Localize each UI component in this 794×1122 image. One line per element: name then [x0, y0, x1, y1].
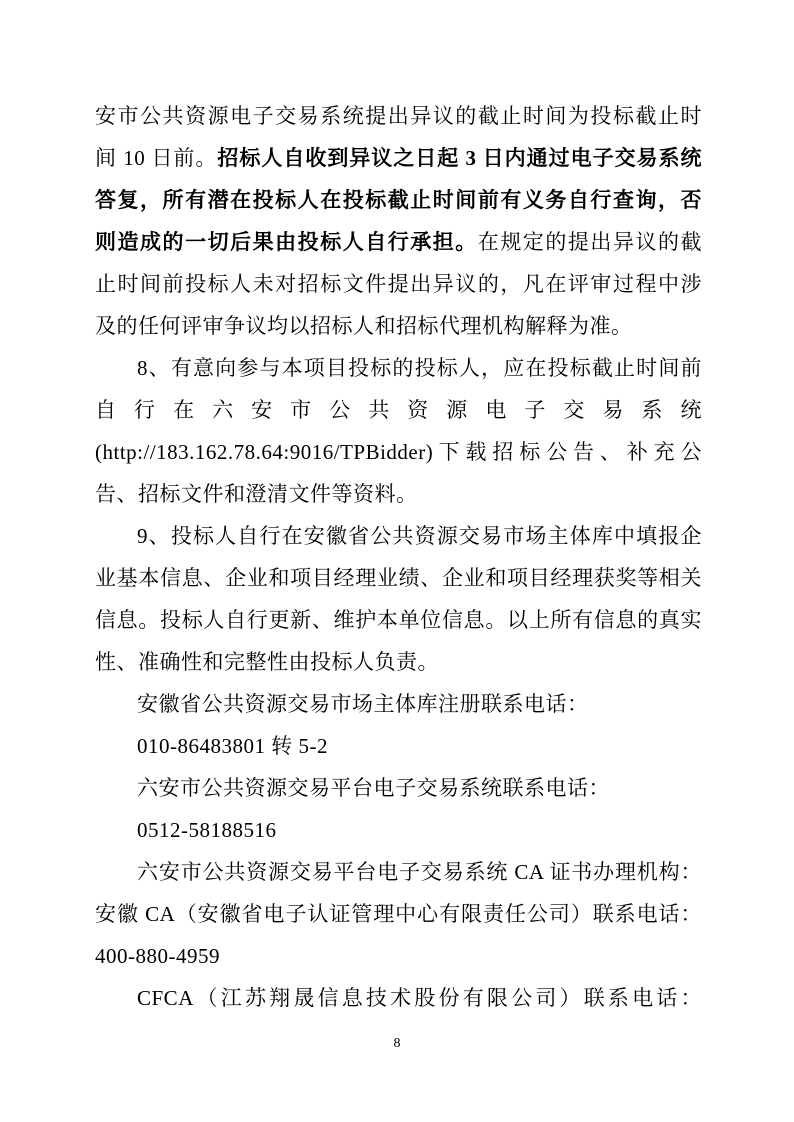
text-segment: 8、有意向参与本项目投标的投标人，应在投标截止时间前 [137, 356, 702, 380]
text-segment: 告、招标文件和澄清文件等资料。 [95, 482, 418, 506]
text-segment: (http://183.162.78.64:9016/TPBidder)下载招标公告、补充公 [95, 440, 702, 464]
text-segment: 400-880-4959 [95, 944, 220, 968]
text-line [95, 599, 702, 641]
text-line [95, 557, 702, 599]
text-segment: 间 10 日前。 [95, 146, 218, 170]
text-line [95, 347, 702, 389]
text-line [95, 641, 702, 683]
text-segment: 六安市公共资源交易平台电子交易系统 CA 证书办理机构： [137, 860, 702, 884]
page-number: 8 [393, 1036, 401, 1051]
text-line [95, 935, 702, 977]
text-line [95, 725, 702, 767]
bold-text-segment: 则造成的一切后果由投标人自行承担。 [95, 230, 478, 254]
text-line [95, 137, 702, 179]
text-line [95, 767, 702, 809]
text-segment: 在规定的提出异议的截 [477, 230, 703, 254]
text-line [95, 95, 702, 137]
text-segment: CFCA（江苏翔晟信息技术股份有限公司）联系电话： [137, 986, 702, 1010]
text-segment: 业基本信息、企业和项目经理业绩、企业和项目经理获奖等相关 [95, 566, 702, 590]
document-body [95, 95, 702, 1019]
text-line [95, 893, 702, 935]
text-segment: 信息。投标人自行更新、维护本单位信息。以上所有信息的真实 [95, 608, 702, 632]
text-segment: 安市公共资源电子交易系统提出异议的截止时间为投标截止时 [95, 104, 702, 128]
text-segment: 止时间前投标人未对招标文件提出异议的，凡在评审过程中涉 [95, 272, 702, 296]
text-segment: 9、投标人自行在安徽省公共资源交易市场主体库中填报企 [137, 524, 702, 548]
text-line [95, 809, 702, 851]
text-line [95, 515, 702, 557]
text-segment: 六安市公共资源交易平台电子交易系统联系电话： [137, 776, 610, 800]
text-line [95, 263, 702, 305]
bold-text-segment: 招标人自收到异议之日起 3 日内通过电子交易系统 [217, 146, 703, 170]
text-line [95, 431, 702, 473]
text-line [95, 221, 702, 263]
text-line [95, 851, 702, 893]
text-segment: 安徽省公共资源交易市场主体库注册联系电话： [137, 692, 589, 716]
text-segment: 010-86483801 转 5-2 [137, 734, 328, 758]
text-segment: 自行在六安市公共资源电子交易系统 [95, 398, 702, 422]
text-segment: 及的任何评审争议均以招标人和招标代理机构解释为准。 [95, 314, 633, 338]
text-line [95, 473, 702, 515]
text-segment: 性、准确性和完整性由投标人负责。 [95, 650, 439, 674]
text-line [95, 305, 702, 347]
text-segment: 0512-58188516 [137, 818, 277, 842]
text-line [95, 683, 702, 725]
text-line [95, 179, 702, 221]
bold-text-segment: 答复，所有潜在投标人在投标截止时间前有义务自行查询，否 [95, 188, 702, 212]
text-line [95, 977, 702, 1019]
text-segment: 安徽 CA（安徽省电子认证管理中心有限责任公司）联系电话： [95, 902, 702, 926]
text-line [95, 389, 702, 431]
